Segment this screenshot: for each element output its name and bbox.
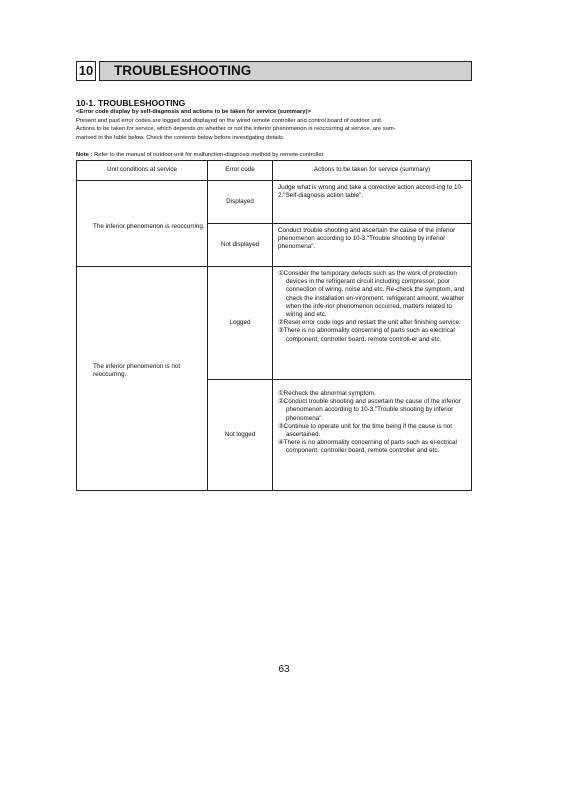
action-cell [273, 380, 472, 491]
error-code-cell: Displayed [208, 181, 273, 224]
page-number: 63 [278, 664, 290, 675]
action-text: Conduct trouble shooting and ascertain the cause of the inferior phenomenon according to 10-3."Trouble shooting by inferior phenomena". [278, 227, 456, 251]
header-error-code: Error code [208, 161, 273, 181]
note-label: Note : [76, 152, 93, 158]
action-cell [273, 224, 472, 267]
chapter-header [76, 61, 472, 81]
note-text: Refer to the manual of outdoor unit for malfunction-diagnosis method by remote controller. [94, 152, 325, 158]
action-list [278, 390, 467, 456]
action-item: ②Conduct trouble shooting and ascertain the cause of the inferior phenomenon according to 10-3."Trouble shooting by inferior phenomena". [278, 398, 461, 422]
note [76, 152, 325, 158]
condition-cell: The inferior phenomenon is reoccurring. [77, 181, 208, 267]
header-unit-conditions: Unit conditions at service [77, 161, 208, 181]
chapter-number: 10 [76, 61, 96, 81]
header-actions: Actions to be taken for service (summary) [273, 161, 472, 181]
action-item: ③There is no abnormality concerning of parts such as electrical component, controller board, remote controll-er and etc. [278, 327, 455, 343]
action-list [278, 270, 467, 344]
action-item: ①Consider the temporary defects such as the work of protection devices in the refrigerant circuit including compressor, poor connection of wiring, noise and etc. Re-check the symptom, and check the installation en-vironment, refrigerant amount, weather when the infe-rior phenomenon occurred, matters related to wiring and etc. [278, 270, 465, 319]
table-row [77, 267, 472, 380]
chapter-title: TROUBLESHOOTING [99, 61, 472, 81]
intro-paragraph [76, 117, 476, 142]
section-subtitle: <Error code display by self-diagnosis and actions to be taken for service (summary)> [76, 109, 311, 115]
action-cell [273, 181, 472, 224]
action-item: ①Recheck the abnormal symptom. [278, 390, 376, 397]
section-title: 10-1. TROUBLESHOOTING [76, 98, 186, 108]
intro-line: marised in the table below. Check the contents below before investigating details. [76, 134, 285, 141]
action-item: ②Reset error code logs and restart the unit after finishing service. [278, 319, 461, 327]
table-header-row [77, 161, 472, 181]
error-code-cell: Logged [208, 267, 273, 380]
table-row [77, 181, 472, 224]
action-item: ④There is no abnormality concerning of parts such as el-ectrical component, controller board, remote controller and etc. [278, 439, 457, 455]
intro-line: Actions to be taken for service, which depends on whether or not the inferior phenomenon is reoccurring at service, are sum- [76, 126, 396, 133]
error-code-cell: Not logged [208, 380, 273, 491]
error-code-cell: Not displayed [208, 224, 273, 267]
condition-cell: The inferior phenomenon is not reoccurring. [77, 267, 208, 491]
action-text: Judge what is wrong and take a corrective action accord-ing to 10-2."Self-diagnosis action table". [278, 184, 464, 200]
action-item: ③Continue to operate unit for the time being if the cause is not ascertained. [278, 422, 453, 439]
troubleshooting-table [76, 160, 472, 491]
intro-line: Present and past error codes are logged and displayed on the wired remote controller and control board of outdoor unit. [76, 118, 383, 124]
action-cell [273, 267, 472, 380]
